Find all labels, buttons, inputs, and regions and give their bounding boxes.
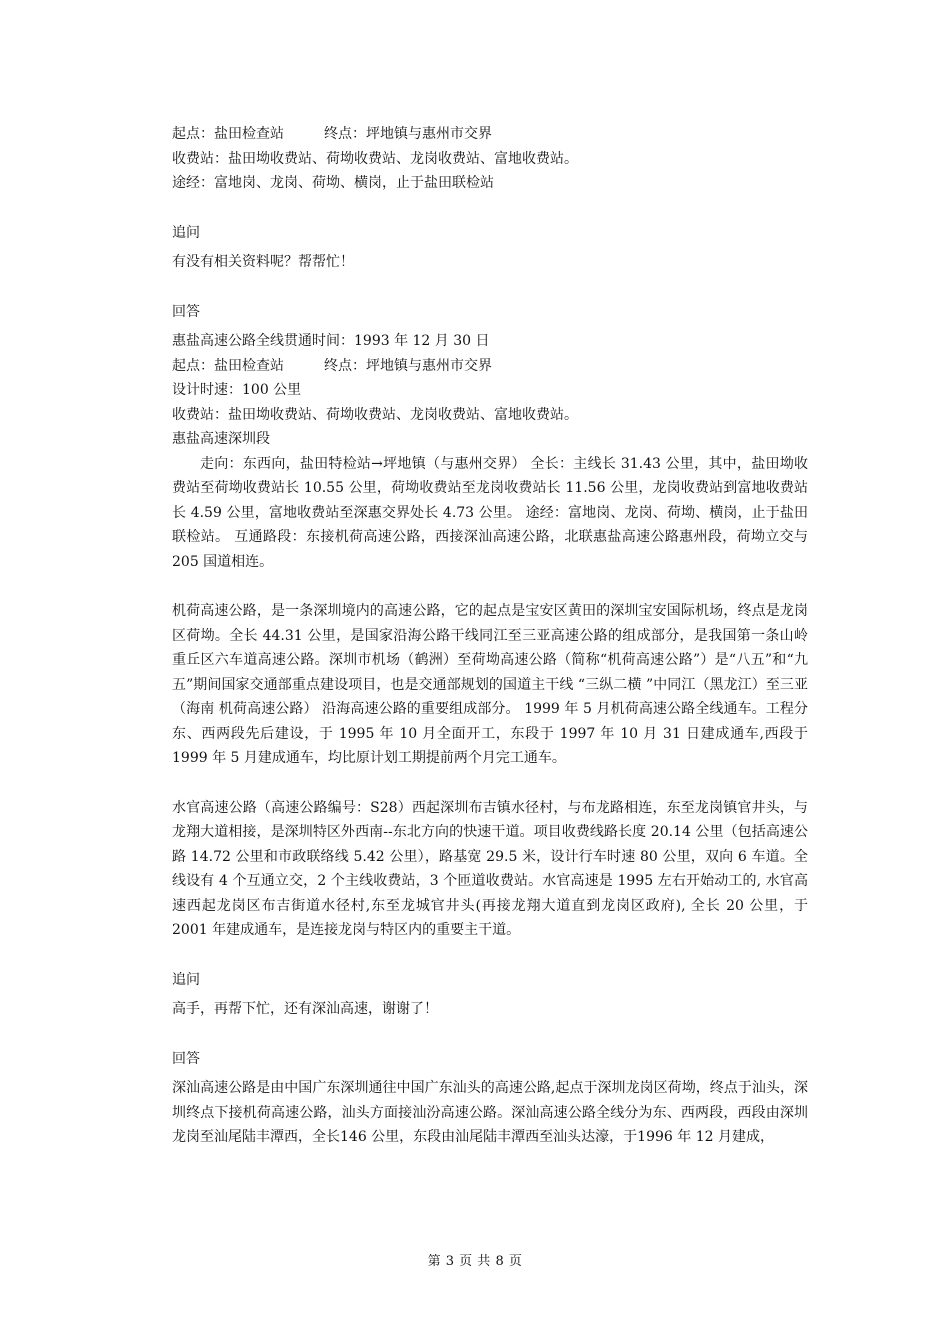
page-number-footer: 第 3 页 共 8 页 bbox=[427, 1254, 523, 1269]
intro-via: 途经：富地岗、龙岗、荷坳、横岗，止于盐田联检站 bbox=[172, 175, 494, 191]
followup-label: 追问 bbox=[172, 224, 200, 241]
page-content bbox=[172, 122, 808, 1150]
huiyan-shenzhen-paragraph: 走向：东西向，盐田特检站→坪地镇（与惠州交界） 全长：主线长 31.43 公里，其中，盐田坳收费站至荷坳收费站长 10.55 公里，荷坳收费站至龙岗收费站长 11.56 公里，龙岗收费站到富地收费站长 4.59 公里，富地收费站至深惠交界处长 4.73 公里。 途经：富地岗、龙岗、荷坳、横岗，止于盐田联检站。 互通路段：东接机荷高速公路，西接深汕高速公路，北联惠盐高速公路惠州段，荷坳立交与 205 国道相连。 bbox=[172, 455, 808, 570]
shenshan-expressway-paragraph: 深汕高速公路是由中国广东深圳通往中国广东汕头的高速公路,起点于深圳龙岗区荷坳，终点于汕头，深圳终点下接机荷高速公路，汕头方面接汕汾高速公路。深汕高速公路全线分为东、西两段，西段由深圳龙岗至汕尾陆丰潭西，全长146 公里，东段由汕尾陆丰潭西至汕头达濠，于1996 年 12 月建成， bbox=[172, 1080, 808, 1145]
followup-text-2: 高手，再帮下忙，还有深汕高速，谢谢了！ bbox=[172, 1001, 438, 1017]
spacer bbox=[172, 574, 808, 599]
spacer bbox=[172, 275, 808, 300]
followup-text: 有没有相关资料呢？帮帮忙！ bbox=[172, 254, 354, 270]
followup-label-2: 追问 bbox=[172, 971, 200, 988]
spacer bbox=[172, 771, 808, 796]
answer-line-open-date: 惠盐高速公路全线贯通时间：1993 年 12 月 30 日 bbox=[172, 333, 490, 349]
shuiguan-expressway-paragraph: 水官高速公路（高速公路编号：S28）西起深圳布吉镇水径村，与布龙路相连，东至龙岗镇官井头，与龙翔大道相接，是深圳特区外西南--东北方向的快速干道。项目收费线路长度 20.14 公里（包括高速公路 14.72 公里和市政联络线 5.42 公里），路基宽 29.5 米，设计行车时速 80 公里，双向 6 车道。全线设有 4 个互通立交，2 个主线收费站，3 个匝道收费站。水官高速是 1995 左右开始动工的, 水官高速西起龙岗区布吉街道水径村,东至龙城官井头(再接龙翔大道直到龙岗区政府), 全长 20 公里，于 2001 年建成通车，是连接龙岗与特区内的重要主干道。 bbox=[172, 799, 808, 938]
spacer bbox=[172, 196, 808, 221]
answer-line-section-title: 惠盐高速深圳段 bbox=[172, 431, 270, 447]
spacer bbox=[172, 1022, 808, 1047]
intro-toll-stations: 收费站：盐田坳收费站、荷坳收费站、龙岗收费站、富地收费站。 bbox=[172, 150, 578, 167]
jihe-expressway-paragraph: 机荷高速公路，是一条深圳境内的高速公路，它的起点是宝安区黄田的深圳宝安国际机场，终点是龙岗区荷坳。全长 44.31 公里，是国家沿海公路干线同江至三亚高速公路的组成部分，是我国第一条山岭重丘区六车道高速公路。深圳市机场（鹤洲）至荷坳高速公路（简称“机荷高速公路”）是“八五”和“九五”期间国家交通部重点建设项目，也是交通部规划的国道主干线 “三纵二横 ”中同江（黑龙江）至三亚（海南 机荷高速公路） 沿海高速公路的重要组成部分。 1999 年 5 月机荷高速公路全线通车。工程分东、西两段先后建设，于 1995 年 10 月全面开工，东段于 1997 年 10 月 31 日建成通车,西段于 1999 年 5 月建成通车，均比原计划工期提前两个月完工通车。 bbox=[172, 603, 808, 766]
spacer bbox=[172, 943, 808, 968]
answer-line-toll-stations: 收费站：盐田坳收费站、荷坳收费站、龙岗收费站、富地收费站。 bbox=[172, 406, 578, 423]
answer-line-speed: 设计时速：100 公里 bbox=[172, 382, 302, 398]
answer-label-2: 回答 bbox=[172, 1050, 200, 1067]
intro-start-end: 起点：盐田检查站 终点：坪地镇与惠州市交界 bbox=[172, 126, 493, 142]
answer-label: 回答 bbox=[172, 303, 200, 320]
answer-line-start-end: 起点：盐田检查站 终点：坪地镇与惠州市交界 bbox=[172, 357, 493, 374]
